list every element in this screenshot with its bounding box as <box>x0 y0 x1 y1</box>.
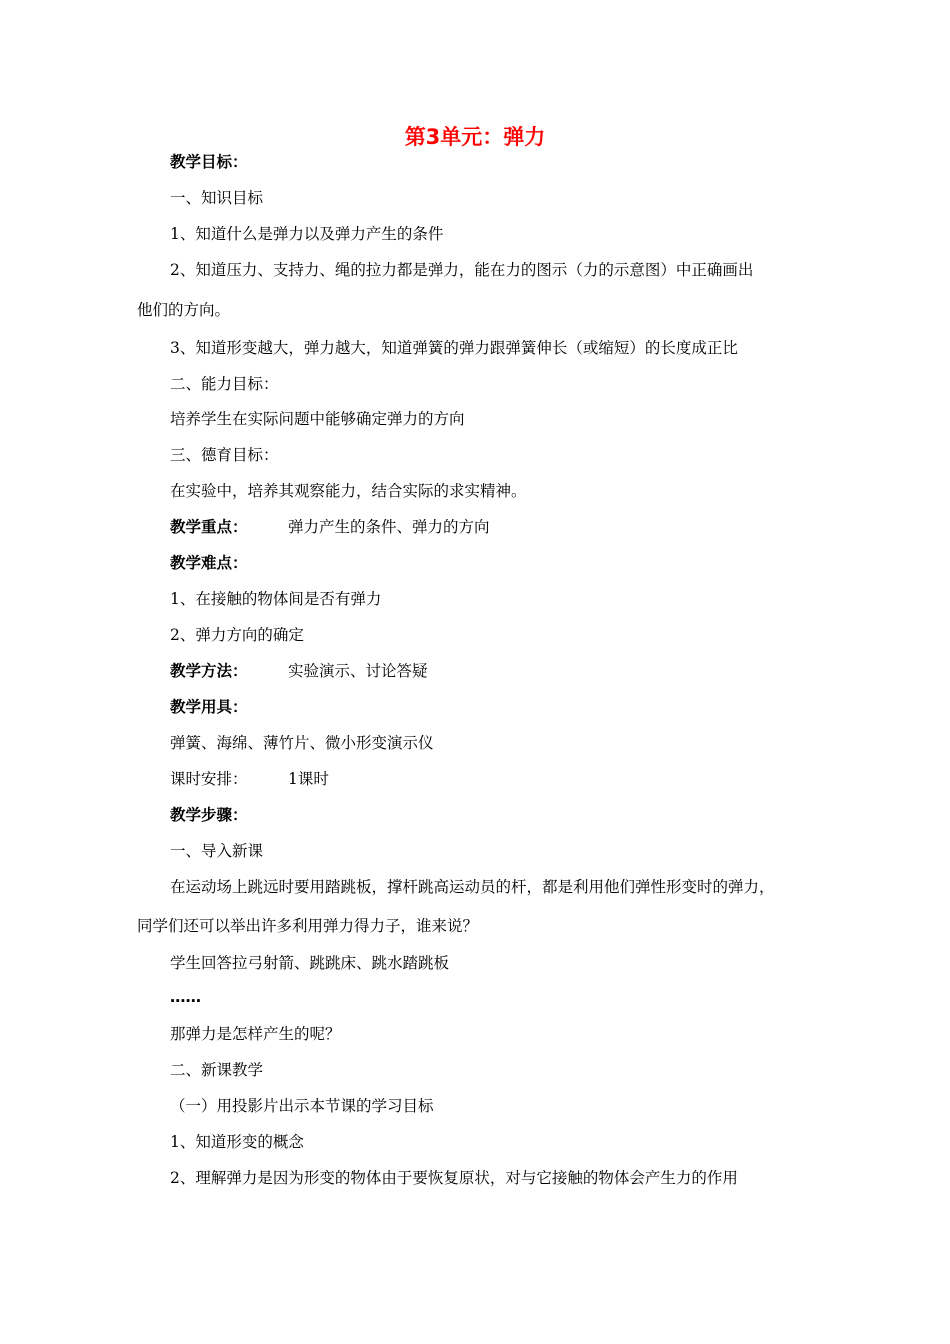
intro-paragraph: 在运动场上跳远时要用踏跳板，撑杆跳高运动员的杆，都是利用他们弹性形变时的弹力， <box>170 878 775 896</box>
difficulty-1: 1、在接触的物体间是否有弹力 <box>170 590 382 608</box>
question-text: 那弹力是怎样产生的呢？ <box>170 1025 341 1043</box>
section-ability-goals: 二、能力目标： <box>170 375 279 393</box>
ability-goal-text: 培养学生在实际问题中能够确定弹力的方向 <box>170 410 465 428</box>
teaching-tools-text: 弹簧、海绵、薄竹片、微小形变演示仪 <box>170 734 434 752</box>
section-knowledge-goals: 一、知识目标 <box>170 189 264 207</box>
methods-row <box>0 659 950 683</box>
section-moral-goals: 三、德育目标： <box>170 446 279 464</box>
schedule-value: 1课时 <box>288 770 329 788</box>
document-title: 第3单元：弹力 <box>404 125 546 149</box>
key-points-value: 弹力产生的条件、弹力的方向 <box>288 518 490 536</box>
knowledge-goal-1: 1、知道什么是弹力以及弹力产生的条件 <box>170 225 444 243</box>
heading-teaching-tools: 教学用具： <box>170 698 248 716</box>
heading-difficulties: 教学难点： <box>170 554 248 572</box>
moral-goal-text: 在实验中，培养其观察能力，结合实际的求实精神。 <box>170 482 527 500</box>
schedule-label: 课时安排： <box>170 770 248 788</box>
key-points-label: 教学重点： <box>170 518 248 536</box>
methods-label: 教学方法： <box>170 662 248 680</box>
step-1-intro: 一、导入新课 <box>170 842 264 860</box>
objective-1: 1、知道形变的概念 <box>170 1133 304 1151</box>
heading-teaching-steps: 教学步骤： <box>170 806 248 824</box>
methods-value: 实验演示、讨论答疑 <box>288 662 428 680</box>
difficulty-2: 2、弹力方向的确定 <box>170 626 304 644</box>
heading-teaching-goals: 教学目标： <box>170 153 248 171</box>
knowledge-goal-3: 3、知道形变越大，弹力越大，知道弹簧的弹力跟弹簧伸长（或缩短）的长度成正比 <box>170 339 738 357</box>
intro-paragraph-cont: 同学们还可以举出许多利用弹力得力子，谁来说？ <box>137 917 479 935</box>
knowledge-goal-2: 2、知道压力、支持力、绳的拉力都是弹力，能在力的图示（力的示意图）中正确画出 <box>170 261 754 279</box>
knowledge-goal-2-cont: 他们的方向。 <box>137 301 231 319</box>
key-points-row <box>0 515 950 539</box>
objective-2: 2、理解弹力是因为形变的物体由于要恢复原状，对与它接触的物体会产生力的作用 <box>170 1169 738 1187</box>
schedule-row <box>0 767 950 791</box>
ellipsis: …… <box>170 988 201 1006</box>
student-answer: 学生回答拉弓射箭、跳跳床、跳水踏跳板 <box>170 954 450 972</box>
step-2-new-lesson: 二、新课教学 <box>170 1061 264 1079</box>
sub-step-1: （一）用投影片出示本节课的学习目标 <box>170 1097 434 1115</box>
